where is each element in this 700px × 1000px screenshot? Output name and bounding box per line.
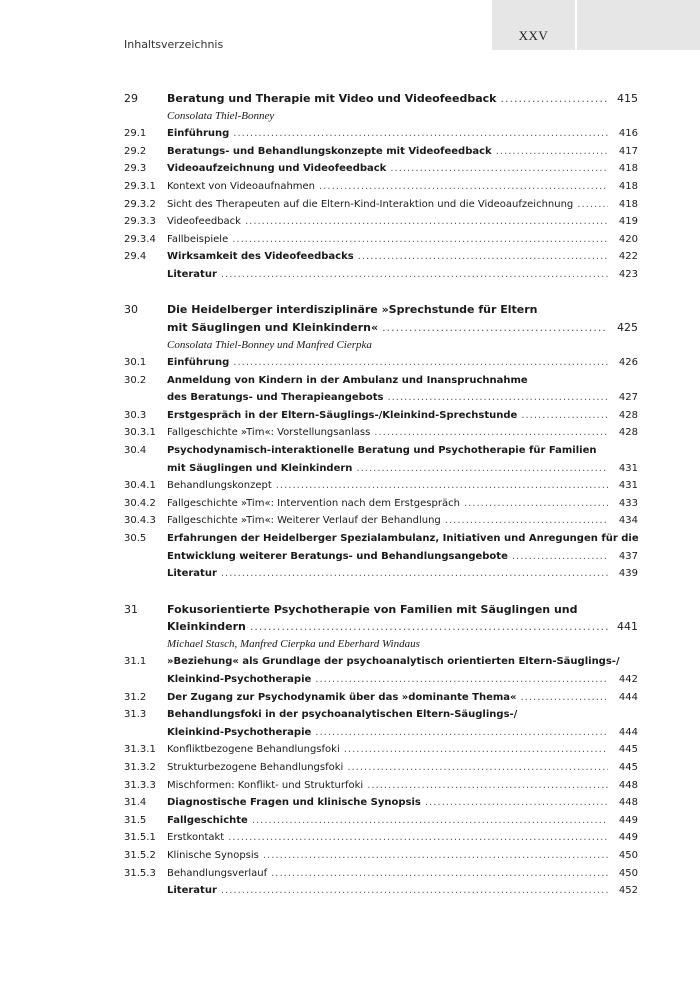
section-title: »Beziehung« als Grundlage der psychoanalytisch orientierten Eltern-Säuglings-/ [167, 656, 620, 668]
dot-leader [233, 125, 608, 143]
section-number: 31.2 [124, 691, 147, 703]
section-number: 30.4.1 [124, 480, 156, 492]
dot-leader [315, 724, 608, 742]
section-title: Der Zugang zur Psychodynamik über das »dominante Thema« [167, 691, 517, 703]
page-ref: 449 [618, 814, 638, 826]
page-ref: 434 [618, 515, 638, 527]
section-title: Psychodynamisch-interaktionelle Beratung und Psychotherapie für Familien [167, 445, 597, 457]
dot-leader [347, 759, 608, 777]
toc-section-entry[interactable] [124, 213, 638, 231]
page-ref: 426 [618, 357, 638, 369]
chapter-gap [124, 583, 638, 601]
page-ref: 441 [617, 620, 638, 634]
section-number: 29.3.3 [124, 216, 156, 228]
page-ref: 418 [618, 163, 638, 175]
page-ref: 428 [618, 409, 638, 421]
chapter-gap [124, 284, 638, 302]
page-ref: 437 [618, 550, 638, 562]
section-title: Behandlungsverlauf [167, 867, 268, 879]
section-title: Klinische Synopsis [167, 849, 259, 861]
section-title: Konfliktbezogene Behandlungsfoki [167, 744, 340, 756]
dot-leader [233, 354, 608, 372]
section-number: 29 [124, 92, 138, 105]
toc-section-entry[interactable] [124, 865, 638, 883]
section-title: Anmeldung von Kindern in der Ambulanz und Inanspruchnahme [167, 374, 528, 386]
dot-leader [496, 143, 608, 161]
section-number: 30.4.3 [124, 515, 156, 527]
section-title: Erstkontakt [167, 832, 225, 844]
section-title: Erfahrungen der Heidelberger Spezialambulanz, Initiativen und Anregungen für die [167, 533, 639, 545]
page-ref: 415 [617, 92, 638, 105]
dot-leader [232, 231, 608, 249]
toc-section-entry[interactable] [124, 125, 638, 143]
page-ref: 422 [618, 251, 638, 263]
dot-leader [221, 565, 608, 583]
section-title: Erstgespräch in der Eltern-Säuglings-/Kleinkind-Sprechstunde [167, 409, 518, 421]
section-title: Diagnostische Fragen und klinische Synopsis [167, 797, 421, 809]
toc-section-entry[interactable] [124, 354, 638, 372]
section-number: 29.3.4 [124, 233, 156, 245]
toc-section-entry[interactable] [124, 495, 638, 513]
section-number: 29.3.1 [124, 180, 156, 192]
page-ref: 448 [618, 797, 638, 809]
page-ref: 431 [618, 480, 638, 492]
section-title: Wirksamkeit des Videofeedbacks [167, 251, 354, 263]
page-ref: 442 [618, 674, 638, 685]
section-number: 30.2 [124, 374, 147, 386]
dot-leader [367, 777, 608, 795]
section-title: Einführung [167, 128, 230, 140]
page-ref: 448 [618, 779, 638, 791]
section-title: Fallgeschichte »Tim«: Vorstellungsanlass [167, 427, 371, 439]
page-ref: 452 [618, 885, 638, 897]
dot-leader [221, 882, 608, 900]
dot-leader [512, 548, 608, 566]
section-number: 30.3.1 [124, 427, 156, 439]
dot-leader [252, 812, 608, 830]
section-title: des Beratungs- und Therapieangebots [167, 392, 384, 404]
page-ref: 449 [618, 832, 638, 844]
page-number: XXV [518, 28, 549, 43]
section-number: 31.4 [124, 797, 147, 809]
toc-section-entry[interactable] [124, 477, 638, 495]
section-title: mit Säuglingen und Kleinkindern [167, 462, 353, 474]
section-title: Kleinkindern [167, 620, 246, 634]
section-number: 31.3.2 [124, 761, 156, 773]
toc-section-entry[interactable] [124, 442, 638, 460]
dot-leader [390, 160, 608, 178]
page-ref: 431 [618, 462, 638, 474]
dot-leader [425, 794, 608, 812]
toc-section-entry[interactable] [124, 794, 638, 812]
page-ref: 428 [618, 427, 638, 439]
dot-leader [374, 424, 608, 442]
section-title: Literatur [167, 568, 217, 580]
chapter-authors: Michael Stasch, Manfred Cierpka und Eberhard Windaus [167, 637, 420, 650]
section-number: 31.3 [124, 709, 147, 721]
section-title: Die Heidelberger interdisziplinäre »Sprechstunde für Eltern [167, 303, 538, 317]
dot-leader [344, 741, 608, 759]
page-ref: 450 [618, 867, 638, 879]
toc-section-entry[interactable] [124, 460, 638, 478]
toc-section-entry[interactable] [124, 248, 638, 266]
toc-section-entry[interactable] [124, 829, 638, 847]
page-ref: 439 [618, 568, 638, 580]
dot-leader [319, 178, 608, 196]
toc-section-entry[interactable] [124, 389, 638, 407]
section-title: Einführung [167, 357, 230, 369]
section-number: 30.4.2 [124, 497, 156, 509]
section-title: Fallgeschichte »Tim«: Weiterer Verlauf der Behandlung [167, 515, 441, 527]
dot-leader [315, 671, 608, 689]
toc-section-entry[interactable] [124, 847, 638, 865]
toc-chapter-entry[interactable] [124, 601, 638, 619]
section-number: 30.1 [124, 357, 147, 369]
toc-section-entry[interactable] [124, 777, 638, 795]
section-title: Kleinkind-Psychotherapie [167, 674, 312, 685]
page-ref: 418 [618, 180, 638, 192]
page-ref: 445 [618, 744, 638, 756]
dot-leader [382, 319, 608, 337]
section-title: Entwicklung weiterer Beratungs- und Behandlungsangebote [167, 550, 508, 562]
section-number: 31.5 [124, 814, 147, 826]
section-number: 29.1 [124, 128, 147, 140]
toc-section-entry[interactable] [124, 372, 638, 390]
dot-leader [500, 90, 608, 108]
toc-section-entry[interactable] [124, 741, 638, 759]
section-title: Beratungs- und Behandlungskonzepte mit Videofeedback [167, 145, 492, 157]
section-number: 31.5.2 [124, 849, 156, 861]
section-title: mit Säuglingen und Kleinkindern« [167, 320, 379, 334]
toc-section-entry[interactable] [124, 882, 638, 900]
toc-section-entry[interactable] [124, 671, 638, 689]
section-number: 31.1 [124, 656, 147, 668]
section-number: 30.5 [124, 533, 147, 545]
toc-section-entry[interactable] [124, 530, 638, 548]
section-title: Mischformen: Konflikt- und Strukturfoki [167, 779, 364, 791]
toc-section-entry[interactable] [124, 548, 638, 566]
toc-section-entry[interactable] [124, 178, 638, 196]
page-ref: 445 [618, 761, 638, 773]
page-ref: 418 [618, 198, 638, 210]
section-number: 30.4 [124, 445, 147, 457]
toc-section-entry[interactable] [124, 196, 638, 214]
page-ref: 425 [617, 320, 638, 334]
toc-section-entry[interactable] [124, 689, 638, 707]
section-number: 31.5.3 [124, 867, 156, 879]
toc-section-entry[interactable] [124, 407, 638, 425]
section-title: Kleinkind-Psychotherapie [167, 726, 312, 738]
dot-leader [271, 865, 608, 883]
section-title: Behandlungsfoki in der psychoanalytischen Eltern-Säuglings-/ [167, 709, 518, 721]
dot-leader [245, 213, 608, 231]
dot-leader [276, 477, 608, 495]
section-title: Strukturbezogene Behandlungsfoki [167, 761, 344, 773]
toc-section-entry[interactable] [124, 143, 638, 161]
table-of-contents [124, 90, 638, 900]
section-title: Videofeedback [167, 216, 241, 228]
toc-section-entry[interactable] [124, 512, 638, 530]
dot-leader [520, 689, 608, 707]
toc-section-entry[interactable] [124, 266, 638, 284]
dot-leader [221, 266, 608, 284]
section-number: 29.3 [124, 163, 147, 175]
page-ref: 419 [618, 216, 638, 228]
section-title: Fallgeschichte [167, 814, 248, 826]
toc-section-entry[interactable] [124, 812, 638, 830]
section-number: 31 [124, 602, 138, 616]
toc-chapter-entry[interactable] [124, 90, 638, 108]
chapter-authors: Consolata Thiel-Bonney [167, 109, 275, 122]
toc-section-entry[interactable] [124, 653, 638, 671]
section-number: 31.3.1 [124, 744, 156, 756]
toc-section-entry[interactable] [124, 706, 638, 724]
section-number: 29.2 [124, 145, 147, 157]
section-title: Kontext von Videoaufnahmen [167, 180, 316, 192]
dot-leader [387, 389, 608, 407]
page-ref: 420 [618, 233, 638, 245]
section-number: 31.5.1 [124, 832, 156, 844]
page-ref: 444 [618, 726, 638, 738]
toc-section-entry[interactable] [124, 424, 638, 442]
section-title: Fallgeschichte »Tim«: Intervention nach dem Erstgespräch [167, 497, 460, 509]
page-ref: 427 [618, 392, 638, 404]
dot-leader [356, 460, 608, 478]
toc-section-entry[interactable] [124, 231, 638, 249]
toc-chapter-entry[interactable] [124, 301, 638, 319]
toc-section-entry[interactable] [124, 565, 638, 583]
page-ref: 450 [618, 849, 638, 861]
dot-leader [228, 829, 608, 847]
section-title: Literatur [167, 885, 217, 897]
toc-section-entry[interactable] [124, 160, 638, 178]
dot-leader [577, 196, 608, 214]
running-head: Inhaltsverzeichnis [124, 38, 224, 51]
dot-leader [358, 248, 608, 266]
page-ref: 433 [618, 497, 638, 509]
toc-chapter-entry[interactable] [124, 319, 638, 337]
section-title: Behandlungskonzept [167, 480, 272, 492]
toc-section-entry[interactable] [124, 759, 638, 777]
dot-leader [521, 407, 608, 425]
page-ref: 417 [618, 145, 638, 157]
page-ref: 423 [618, 268, 638, 280]
section-title: Sicht des Therapeuten auf die Eltern-Kind-Interaktion und die Videoaufzeichnung [167, 198, 574, 210]
section-title: Literatur [167, 268, 217, 280]
section-title: Fokusorientierte Psychotherapie von Familien mit Säuglingen und [167, 602, 578, 616]
toc-chapter-entry[interactable] [124, 618, 638, 636]
chapter-authors: Consolata Thiel-Bonney und Manfred Cierpka [167, 338, 372, 351]
page-ref: 416 [618, 128, 638, 140]
section-title: Fallbeispiele [167, 233, 229, 245]
toc-section-entry[interactable] [124, 724, 638, 742]
dot-leader [250, 618, 608, 636]
header-tab-blank [577, 0, 700, 50]
section-number: 29.4 [124, 251, 147, 263]
section-number: 30 [124, 303, 138, 317]
section-title: Beratung und Therapie mit Video und Videofeedback [167, 92, 497, 105]
dot-leader [263, 847, 608, 865]
section-title: Videoaufzeichnung und Videofeedback [167, 163, 387, 175]
section-number: 29.3.2 [124, 198, 156, 210]
dot-leader [445, 512, 608, 530]
dot-leader [464, 495, 608, 513]
page-ref: 444 [618, 691, 638, 703]
section-number: 31.3.3 [124, 779, 156, 791]
section-number: 30.3 [124, 409, 147, 421]
